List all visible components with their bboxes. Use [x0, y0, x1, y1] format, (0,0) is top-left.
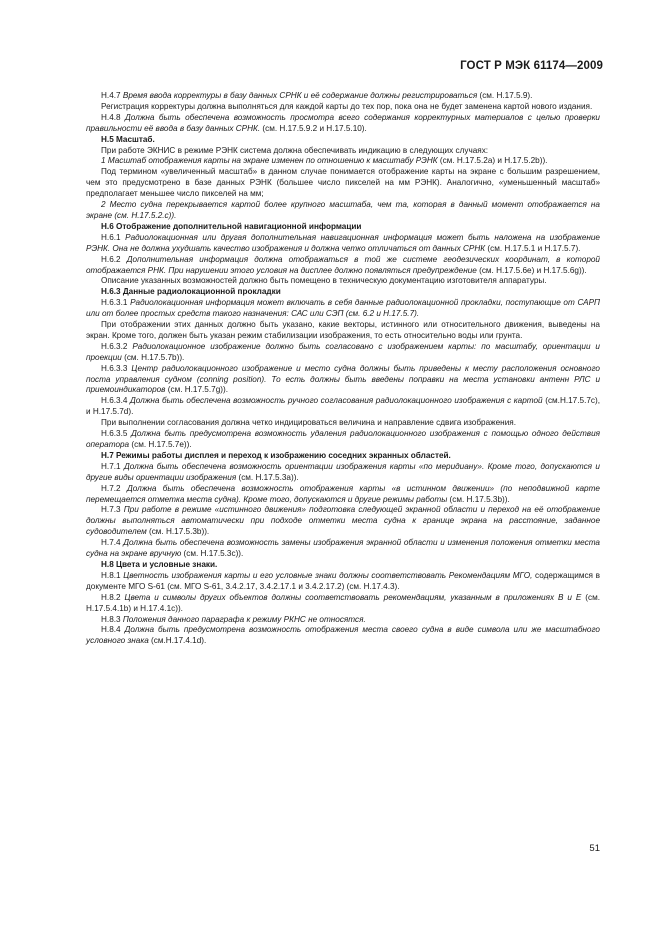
paragraph-italic-text: Должна быть обеспечена возможность отображения карты «в истинном движении» (по неподвижной карте перемещается отметка места судна). Кроме того, допускаются и другие режимы работы [86, 483, 600, 504]
paragraph-italic-text: Положения данного параграфа к режиму РКНС не относятся. [122, 614, 366, 624]
paragraph-reference: содержащимся в документе МГО S-61 (см. МГО S-61, 3.4.2.17, 3.4.2.17.1 и 3.4.2.17.2) (см. Н.17.4.3). [86, 570, 600, 591]
paragraph-italic-text: При работе в режиме «истинного движения» подготовка следующей экранной области и переход на её отображение должны выполняться автоматически при подходе отметки места судна к границе экрана на расстояние, заданное судоводителем [86, 505, 600, 537]
paragraph-italic-text: Дополнительная информация должна отображаться в той же системе геодезических координат, в которой отображается РНК. При нарушении этого условия на дисплее должно появляться предупреждение [86, 254, 600, 275]
paragraph-reference: (см. Н.17.5.3b)). [447, 494, 510, 504]
paragraph-reference: (см.Н.17.4.1d). [148, 636, 207, 646]
paragraph-text: Н.7.2 [101, 483, 127, 493]
paragraph [86, 276, 600, 287]
paragraph [86, 298, 600, 320]
paragraph-italic-text: Должна быть обеспечена возможность замены изображения экранной области и изменения положения отметки места судна на экране вручную [86, 538, 600, 559]
heading-text: Н.6.3 Данные радиолокационной прокладки [101, 287, 281, 297]
paragraph-italic-text: Время ввода корректуры в базу данных СРНК и её содержание должны регистрироваться [122, 91, 478, 100]
paragraph [86, 593, 600, 615]
paragraph-reference: (см. Н.17.5.9). [477, 91, 533, 100]
paragraph [86, 538, 600, 560]
paragraph-reference: (см. Н.17.5.6е) и Н.17.5.6g)). [476, 265, 587, 275]
paragraph [86, 615, 600, 626]
paragraph [86, 233, 600, 255]
paragraph [86, 156, 600, 167]
paragraph-italic-text: Должна быть предусмотрена возможность отображения места своего судна в виде символа или же масштабного условного знака [86, 625, 600, 646]
paragraph [86, 462, 600, 484]
paragraph-text: Н.6.3.1 [101, 298, 131, 308]
paragraph-italic-text: Должна быть обеспечена возможность ручного согласования радиолокационного изображения с картой [130, 396, 543, 406]
paragraph-italic-text: Радиолокационное изображение должно быть согласовано с изображением карты: по масштабу, ориентации и проекции [86, 341, 600, 362]
paragraph-text: Н.8.1 [101, 570, 124, 580]
paragraph-italic-text: Должна быть предусмотрена возможность удаления радиолокационного изображения с помощью одного действия оператора [86, 429, 600, 449]
paragraph [86, 255, 600, 277]
paragraph-text: Н.4.8 [101, 112, 126, 122]
paragraph-text: Н.8.2 [101, 592, 125, 602]
page-number: 51 [589, 843, 600, 854]
paragraph [86, 91, 600, 102]
paragraph-text: Описание указанных возможностей должно быть помещено в техническую документацию изготовителя аппаратуры. [101, 276, 547, 286]
document-body [86, 91, 600, 647]
paragraph-reference: (см.Н.17.5.7с), и Н.17.5.7d). [86, 396, 600, 417]
paragraph [86, 320, 600, 342]
paragraph-text: Н.6.3.5 [101, 429, 132, 439]
paragraph-text: Н.6.3.4 [101, 396, 130, 406]
paragraph [86, 418, 600, 429]
paragraph-italic-text: 2 Место судна перекрывается картой более крупного масштаба, чем та, которая в данный момент отображается на экране (см. Н.17.5.2.с)). [86, 200, 600, 220]
paragraph [86, 429, 600, 451]
section-heading [86, 451, 600, 462]
section-heading [86, 560, 600, 571]
paragraph [86, 571, 600, 593]
paragraph-reference: (см. Н.17.5.1 и Н.17.5.7). [485, 243, 581, 253]
paragraph-text: Н.6.3.2 [101, 341, 133, 351]
paragraph-italic-text: Центр радиолокационного изображение и место судна должны быть приведены к месту расположения основного поста управления судном (conning position). То есть должны быть введены поправки на места установки антенн РЛС и приемоиндикаторов [86, 363, 600, 395]
paragraph-text: Н.8.3 [101, 614, 123, 624]
heading-text: Н.7 Режимы работы дисплея и переход к изображению соседних экранных областей. [101, 450, 451, 460]
document-header: ГОСТ Р МЭК 61174—2009 [460, 60, 603, 72]
section-heading [86, 135, 600, 146]
paragraph [86, 146, 600, 157]
section-heading [86, 222, 600, 233]
paragraph [86, 342, 600, 364]
paragraph-reference: (см. Н.17.5.9.2 и Н.17.5.10). [260, 123, 367, 133]
paragraph [86, 505, 600, 538]
paragraph-italic-text: Цвета и символы других объектов должны соответствовать рекомендациям, указанным в приложениях В и Е [124, 592, 582, 602]
paragraph-reference: (см. Н.17.5.3с)). [181, 549, 244, 559]
paragraph-italic-text: Радиолокационная информация может включать в себя данные радиолокационной прокладки, поступающие от САРП или от более простых средств такого назначения: САС или СЭП (см. 6.2 и Н.17.5.7). [86, 298, 600, 319]
paragraph-italic-text: Цветность изображения карты и его условные знаки должны соответствовать Рекомендациям МГО, [123, 570, 533, 580]
paragraph-reference: (см. Н.17.5.7g)). [165, 385, 228, 395]
paragraph [86, 102, 600, 113]
paragraph-text: Н.8.4 [101, 625, 125, 635]
paragraph-text: Регистрация корректуры должна выполняться для каждой карты до тех пор, пока она не будет заменена картой нового издания. [101, 101, 593, 111]
paragraph-italic-text: Радиолокационная или другая дополнительная навигационная информация может быть наложена на изображение РЭНК. Она не должна ухудшать качество изображения и должна четко отличаться от данных СРНК [86, 232, 600, 253]
paragraph [86, 113, 600, 135]
paragraph [86, 167, 600, 200]
paragraph-text: Н.7.3 [101, 505, 124, 515]
paragraph-reference: (см. Н.17.5.7е)). [129, 440, 192, 449]
paragraph [86, 484, 600, 506]
heading-text: Н.6 Отображение дополнительной навигационной информации [101, 221, 362, 231]
paragraph-text: Н.6.3.3 [101, 363, 132, 373]
paragraph-reference: (см. Н.17.5.4.1b) и Н.17.4.1с)). [86, 592, 600, 613]
paragraph [86, 396, 600, 418]
paragraph-italic-text: 1 Масштаб отображения карты на экране изменен по отношению к масштабу РЭНК [101, 156, 438, 166]
paragraph-text: Н.6.1 [101, 232, 126, 242]
paragraph-text: Н.6.2 [101, 254, 127, 264]
paragraph-italic-text: Должна быть обеспечена возможность просмотра всего содержания корректурных материалов с целью проверки правильности её ввода в базу данных СРНК. [86, 112, 600, 133]
paragraph-reference: (см. Н.17.5.7b)). [121, 352, 185, 362]
paragraph [86, 200, 600, 222]
paragraph-text: При выполнении согласования должна четко индицироваться величина и направление сдвига изображения. [101, 418, 516, 428]
heading-text: Н.8 Цвета и условные знаки. [101, 559, 218, 569]
paragraph-reference: (см. Н.17.5.2а) и Н.17.5.2b)). [437, 156, 548, 166]
section-heading [86, 287, 600, 298]
heading-text: Н.5 Масштаб. [101, 134, 155, 144]
paragraph-italic-text: Должна быть обеспечена возможность ориентации изображения карты «по меридиану». Кроме того, допускаются и другие виды ориентации изображения [86, 461, 600, 482]
paragraph-text: При отображении этих данных должно быть указано, какие векторы, истинного или относительного движения, выведены на экран. Кроме того, должен быть указан режим стабилизации изображения, то есть относительно воды или грунта. [86, 320, 600, 340]
paragraph-text: Н.7.4 [101, 538, 124, 548]
paragraph-text: Н.4.7 [101, 91, 123, 100]
paragraph-reference: (см. Н.17.5.3а)). [236, 472, 299, 482]
paragraph [86, 625, 600, 647]
paragraph-reference: (см. Н.17.5.3b)). [146, 527, 210, 537]
paragraph [86, 364, 600, 397]
paragraph-text: При работе ЭКНИС в режиме РЭНК система должна обеспечивать индикацию в следующих случаях: [101, 145, 489, 155]
paragraph-text: Н.7.1 [101, 461, 124, 471]
paragraph-text: Под термином «увеличенный масштаб» в данном случае понимается отображение карты на экране с большим разрешением, чем это предусмотрено в базе данных РЭНК (большее число пикселей на мм РЭНК). Аналогично, «уменьшенный масштаб» предполагает меньшее число пикселей на мм; [86, 167, 600, 199]
